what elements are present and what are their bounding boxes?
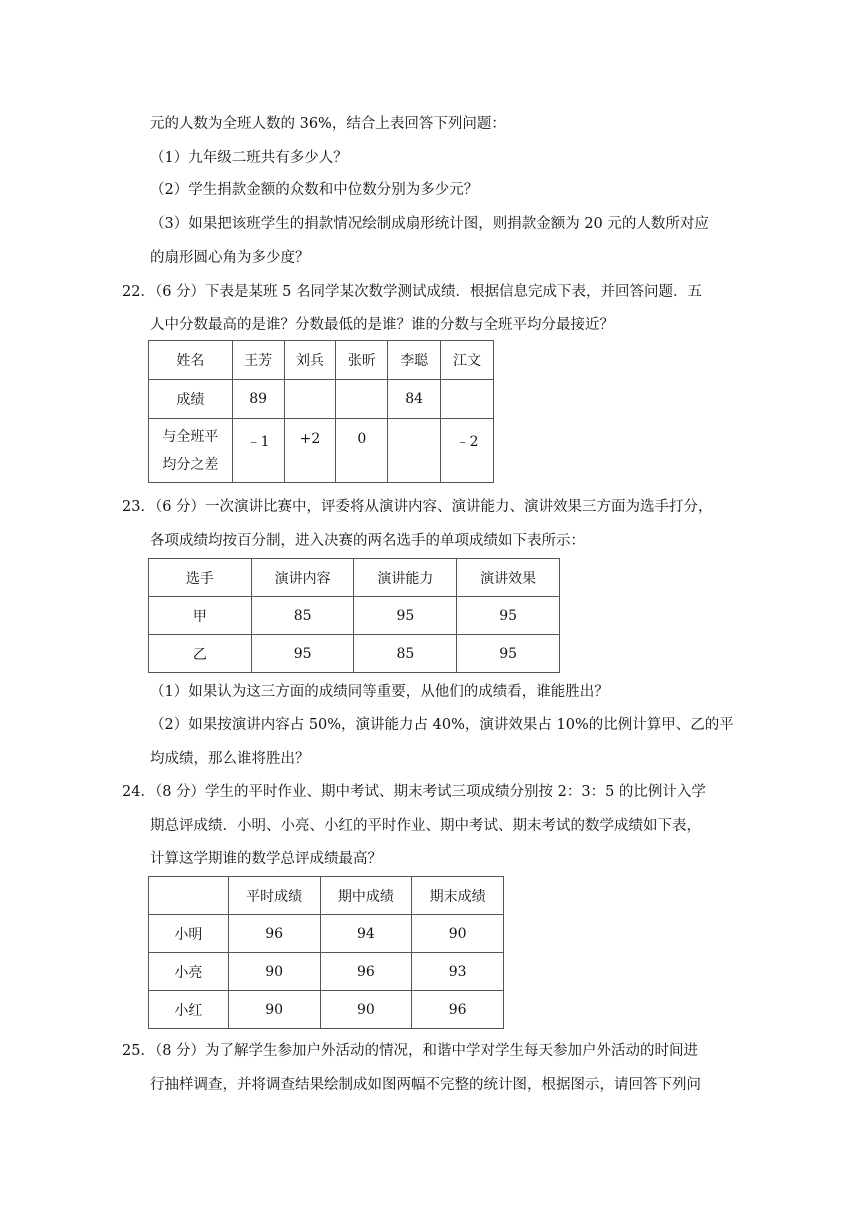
q24-stem-line1: 24．（8 分）学生的平时作业、期中考试、期末考试三项成绩分别按 2：3：5 的比例计入学 (122, 784, 706, 800)
table-cell-diff-label (149, 419, 233, 483)
table-cell: 期中成绩 (320, 877, 412, 915)
table-cell: 95 (251, 635, 354, 673)
q23-part2-line2: 均成绩，那么谁将胜出？ (150, 751, 310, 767)
table-cell: 0 (336, 419, 388, 483)
table-header-row (149, 877, 504, 915)
q21-part3-line2: 的扇形圆心角为多少度？ (150, 250, 310, 266)
table-cell: 张昕 (336, 341, 388, 380)
table-cell: 演讲能力 (354, 559, 457, 597)
table-cell: 96 (412, 991, 504, 1029)
table-cell: 84 (388, 380, 441, 419)
table-cell (441, 380, 494, 419)
q24-stem-line3: 计算这学期谁的数学总评成绩最高？ (150, 851, 382, 867)
table-row (149, 953, 504, 991)
table-cell: 李聪 (388, 341, 441, 380)
diff-label-line2: 均分之差 (162, 456, 219, 473)
q22-score-table (148, 340, 494, 483)
table-cell: 姓名 (149, 341, 233, 380)
q21-part3-line1: （3）如果把该班学生的捐款情况绘制成扇形统计图，则捐款金额为 20 元的人数所对应 (150, 216, 709, 232)
table-cell: ﹣1 (232, 419, 284, 483)
q25-stem-line2: 行抽样调查，并将调查结果绘制成如图两幅不完整的统计图，根据图示，请回答下列问 (150, 1077, 701, 1093)
table-header-row (149, 559, 560, 597)
table-cell: 90 (412, 915, 504, 953)
table-cell: 期末成绩 (412, 877, 504, 915)
table-cell: 小明 (149, 915, 229, 953)
q22-stem-line1: 22．（6 分）下表是某班 5 名同学某次数学测试成绩．根据信息完成下表，并回答问题．五 (122, 284, 702, 300)
table-cell: 93 (412, 953, 504, 991)
table-cell: 选手 (149, 559, 252, 597)
table-header-row (149, 341, 494, 380)
table-cell: 96 (228, 915, 320, 953)
table-cell: 90 (228, 991, 320, 1029)
table-cell: +2 (284, 419, 336, 483)
table-row (149, 419, 494, 483)
table-cell (149, 877, 229, 915)
q24-grades-table (148, 876, 504, 1029)
table-cell: 小亮 (149, 953, 229, 991)
table-row (149, 915, 504, 953)
q23-stem-line1: 23．（6 分）一次演讲比赛中，评委将从演讲内容、演讲能力、演讲效果三方面为选手打分， (122, 499, 713, 515)
table-cell: 90 (320, 991, 412, 1029)
table-cell (336, 380, 388, 419)
table-cell: 94 (320, 915, 412, 953)
table-cell: 平时成绩 (228, 877, 320, 915)
table-cell: 成绩 (149, 380, 233, 419)
table-cell: 演讲内容 (251, 559, 354, 597)
table-cell: 乙 (149, 635, 252, 673)
q21-intro: 元的人数为全班人数的 36%，结合上表回答下列问题： (150, 116, 506, 132)
q23-stem-line2: 各项成绩均按百分制，进入决赛的两名选手的单项成绩如下表所示： (150, 533, 585, 549)
table-cell: 95 (457, 635, 560, 673)
table-cell: 85 (251, 597, 354, 635)
table-cell (284, 380, 336, 419)
q25-stem-line1: 25．（8 分）为了解学生参加户外活动的情况，和谐中学对学生每天参加户外活动的时间进 (122, 1043, 699, 1059)
table-cell: 演讲效果 (457, 559, 560, 597)
table-row (149, 635, 560, 673)
table-cell: 95 (457, 597, 560, 635)
q23-speech-table (148, 558, 560, 673)
table-row (149, 597, 560, 635)
table-cell: 江文 (441, 341, 494, 380)
table-row (149, 991, 504, 1029)
q24-stem-line2: 期总评成绩．小明、小亮、小红的平时作业、期中考试、期末考试的数学成绩如下表， (150, 818, 701, 834)
q21-part1: （1）九年级二班共有多少人？ (150, 150, 348, 166)
table-cell: 90 (228, 953, 320, 991)
q21-part2: （2）学生捐款金额的众数和中位数分别为多少元？ (150, 182, 479, 198)
table-cell: 甲 (149, 597, 252, 635)
table-cell: 89 (232, 380, 284, 419)
q23-part1: （1）如果认为这三方面的成绩同等重要，从他们的成绩看，谁能胜出？ (150, 684, 609, 700)
q22-stem-line2: 人中分数最高的是谁？分数最低的是谁？谁的分数与全班平均分最接近？ (150, 317, 614, 333)
table-cell (388, 419, 441, 483)
table-cell: 刘兵 (284, 341, 336, 380)
table-row (149, 380, 494, 419)
table-cell: 96 (320, 953, 412, 991)
table-cell: 95 (354, 597, 457, 635)
diff-label-line1: 与全班平 (162, 428, 219, 445)
table-cell: 王芳 (232, 341, 284, 380)
q23-part2-line1: （2）如果按演讲内容占 50%，演讲能力占 40%，演讲效果占 10%的比例计算甲、乙的平 (150, 717, 734, 733)
table-cell: 85 (354, 635, 457, 673)
table-cell: ﹣2 (441, 419, 494, 483)
table-cell: 小红 (149, 991, 229, 1029)
